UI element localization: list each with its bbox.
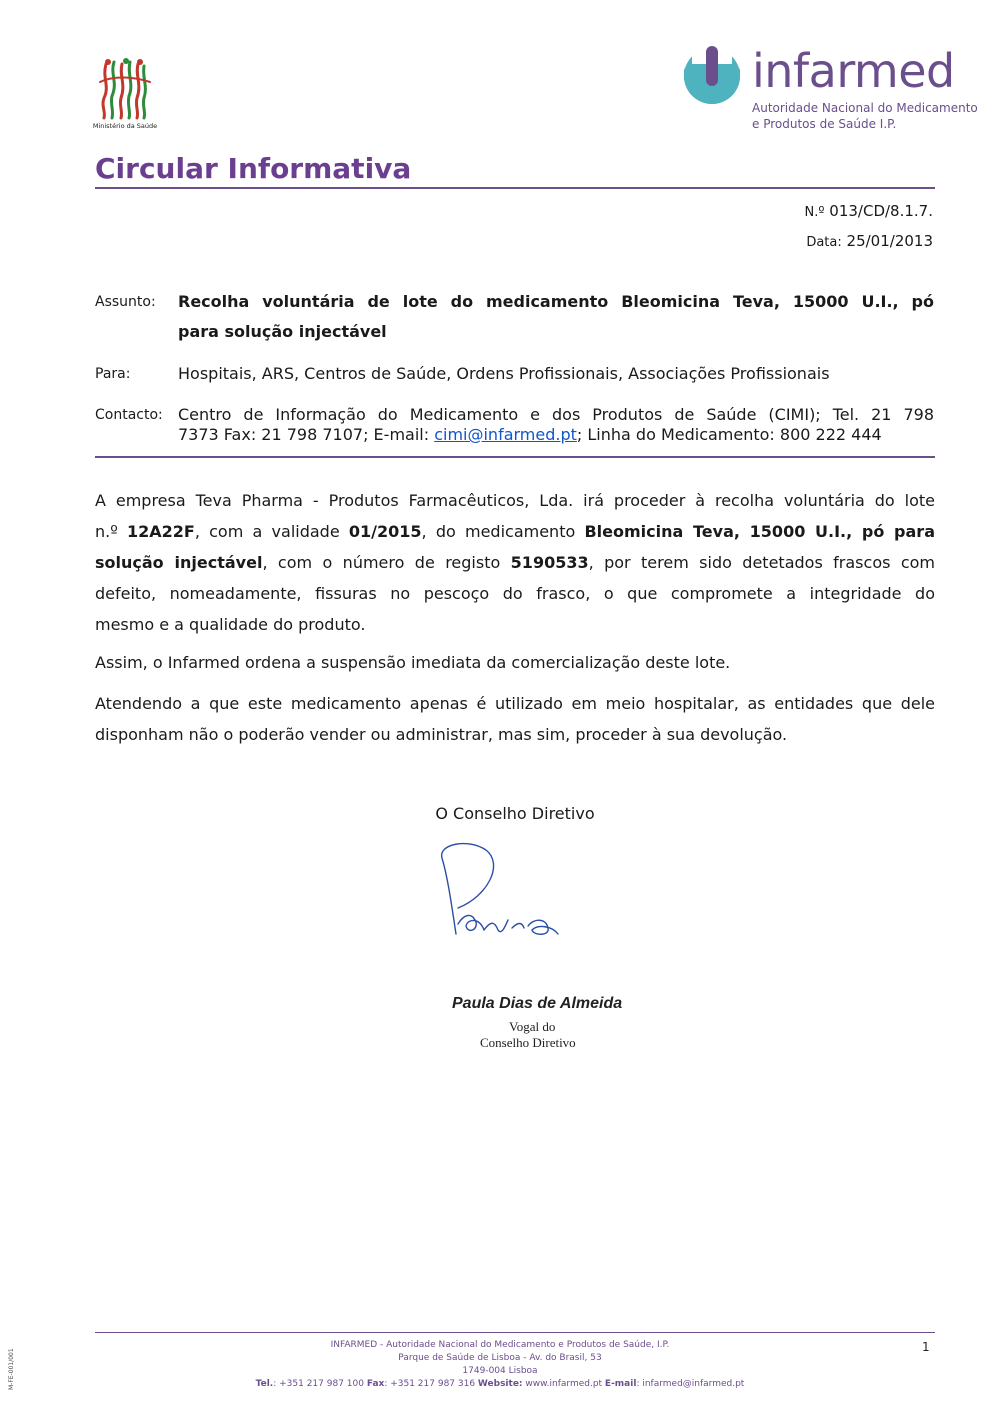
footer-contacts — [0, 1379, 1000, 1389]
infarmed-subtitle-1: Autoridade Nacional do Medicamento — [752, 101, 978, 115]
footer-tel-label: Tel. — [255, 1379, 274, 1389]
ministry-caption: Ministério da Saúde — [92, 122, 158, 130]
date-value: 25/01/2013 — [846, 232, 933, 250]
subject-line-2: para solução injectável — [178, 322, 387, 341]
p1-text-c: , com a validade — [194, 522, 349, 541]
footer-line-3: 1749-004 Lisboa — [462, 1366, 538, 1376]
p1-text-f: , por terem sido detetados frascos com — [588, 553, 936, 572]
footer-fax-value: : +351 217 987 316 — [384, 1379, 478, 1389]
p3-line-1: Atendendo a que este medicamento apenas é utilizado em meio hospitalar, as entidades que dele — [95, 694, 935, 713]
p1-text-b: n.º — [95, 522, 127, 541]
page-number: 1 — [922, 1340, 930, 1354]
p1-line-2 — [95, 516, 935, 547]
footer-line-2: Parque de Saúde de Lisboa - Av. do Brasil, 53 — [398, 1353, 602, 1363]
p1-text-e: , com o número de registo — [262, 553, 511, 572]
subject-line-1: Recolha voluntária de lote do medicamento Bleomicina Teva, 15000 U.I., pó — [178, 292, 934, 311]
registration-number: 5190533 — [510, 553, 589, 572]
validity-date: 01/2015 — [348, 522, 422, 541]
p1-line-4: defeito, nomeadamente, fissuras no pescoço do frasco, o que compromete a integridade do — [95, 584, 935, 603]
contact-value — [178, 405, 934, 445]
number-value: 013/CD/8.1.7. — [829, 202, 933, 220]
body-paragraph-3 — [95, 688, 935, 750]
infarmed-emblem-icon — [680, 46, 744, 110]
page-title: Circular Informativa — [95, 152, 412, 185]
contact-line-2-post: ; Linha do Medicamento: 800 222 444 — [576, 425, 882, 444]
infarmed-subtitle-2: e Produtos de Saúde I.P. — [752, 117, 897, 131]
document-code: M-FE-001/001 — [8, 1348, 15, 1390]
footer-line-1: INFARMED - Autoridade Nacional do Medicamento e Produtos de Saúde, I.P. — [330, 1340, 670, 1350]
contact-label: Contacto: — [95, 407, 163, 423]
body-paragraph-1 — [95, 485, 935, 640]
contact-line-2-pre: 7373 Fax: 21 798 7107; E-mail: — [178, 425, 435, 444]
date-label: Data: — [806, 235, 842, 250]
header-divider — [95, 456, 935, 458]
document-number — [805, 202, 933, 220]
footer-tel-value: : +351 217 987 100 — [273, 1379, 367, 1389]
handwritten-signature-icon — [428, 838, 568, 948]
document-date — [806, 232, 933, 250]
footer-email-label: E-mail — [604, 1379, 637, 1389]
subject-label: Assunto: — [95, 294, 156, 310]
p3-line-2: disponham não o poderão vender ou administrar, mas sim, proceder à sua devolução. — [95, 725, 788, 744]
medicine-name-1: Bleomicina Teva, 15000 U.I., pó para — [584, 522, 935, 541]
p1-line-1: A empresa Teva Pharma - Produtos Farmacêuticos, Lda. irá proceder à recolha voluntária do lote — [95, 491, 935, 510]
footer-divider — [95, 1332, 935, 1333]
p1-text-d: , do medicamento — [421, 522, 585, 541]
subject-value — [178, 287, 934, 347]
signer-name: Paula Dias de Almeida — [452, 995, 623, 1012]
number-label: N.º — [804, 205, 825, 220]
signoff: O Conselho Diretivo — [435, 804, 595, 823]
footer-web-label: Website: — [477, 1379, 523, 1389]
to-value: Hospitais, ARS, Centros de Saúde, Ordens Profissionais, Associações Profissionais — [178, 364, 830, 383]
contact-email-link[interactable]: cimi@infarmed.pt — [434, 425, 577, 444]
signer-role-2: Conselho Diretivo — [480, 1035, 576, 1050]
body-paragraph-2: Assim, o Infarmed ordena a suspensão imediata da comercialização deste lote. — [95, 653, 731, 672]
medicine-name-2: solução injectável — [95, 553, 263, 572]
ministry-logo — [92, 58, 158, 134]
signer-role-1: Vogal do — [509, 1019, 556, 1034]
contact-line-1: Centro de Informação do Medicamento e dos Produtos de Saúde (CIMI); Tel. 21 798 — [178, 405, 934, 424]
p1-line-3 — [95, 547, 935, 578]
title-divider — [95, 187, 935, 189]
footer-fax-label: Fax — [366, 1379, 385, 1389]
infarmed-logo — [680, 44, 978, 136]
footer-email-value[interactable]: : infarmed@infarmed.pt — [636, 1379, 745, 1389]
p1-line-5: mesmo e a qualidade do produto. — [95, 615, 366, 634]
lot-number: 12A22F — [126, 522, 195, 541]
to-label: Para: — [95, 366, 131, 382]
footer-web-value[interactable]: www.infarmed.pt — [522, 1379, 605, 1389]
infarmed-wordmark: infarmed — [752, 44, 955, 98]
ministry-figures-icon — [92, 58, 158, 120]
